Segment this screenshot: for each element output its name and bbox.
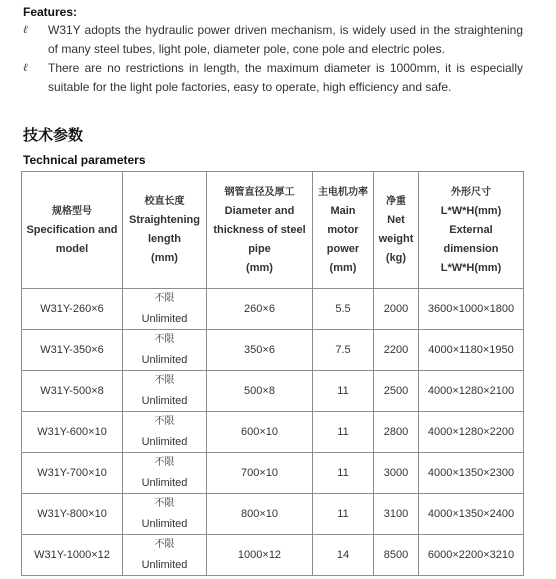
cell-length-en: Unlimited <box>141 518 188 530</box>
cell-length <box>123 330 207 371</box>
header-en-line: power <box>326 242 360 255</box>
header-en-line: thickness of steel <box>213 223 306 236</box>
cell-length <box>123 494 207 535</box>
cell-model: W31Y-700×10 <box>22 453 123 494</box>
cell-length <box>123 453 207 494</box>
header-en-line: Straightening <box>129 214 200 226</box>
header-diameter <box>207 172 313 289</box>
cell-dimension: 3600×1000×1800 <box>419 289 524 330</box>
header-en-line: L*W*H(mm) <box>440 204 502 217</box>
cell-model: W31Y-800×10 <box>22 494 123 535</box>
table-row <box>22 289 524 330</box>
cell-weight: 8500 <box>374 535 419 576</box>
cell-model: W31Y-1000×12 <box>22 535 123 576</box>
technical-parameters-table <box>21 171 524 576</box>
header-en-line: model <box>55 242 89 255</box>
cell-power: 11 <box>313 494 374 535</box>
header-en-line: Specification and <box>26 223 118 236</box>
cell-weight: 2000 <box>374 289 419 330</box>
cell-power: 5.5 <box>313 289 374 330</box>
cell-model: W31Y-600×10 <box>22 412 123 453</box>
cell-weight: 3100 <box>374 494 419 535</box>
cell-length-cn: 不限 <box>154 457 175 468</box>
cell-model: W31Y-500×8 <box>22 371 123 412</box>
cell-length-cn: 不限 <box>154 334 175 345</box>
header-en-line: (kg) <box>385 252 407 264</box>
header-power <box>313 172 374 289</box>
cell-diameter: 260×6 <box>207 289 313 330</box>
cell-power: 11 <box>313 453 374 494</box>
features-title: Features: <box>23 5 78 19</box>
cell-length-en: Unlimited <box>141 436 188 448</box>
cell-diameter: 700×10 <box>207 453 313 494</box>
table-row <box>22 453 524 494</box>
cell-dimension: 4000×1280×2200 <box>419 412 524 453</box>
cell-length-cn: 不限 <box>154 375 175 386</box>
cell-power: 11 <box>313 412 374 453</box>
header-en-line: Net <box>387 214 405 226</box>
header-specification <box>22 172 123 289</box>
cell-length-en: Unlimited <box>141 354 188 366</box>
cell-length-en: Unlimited <box>141 477 188 489</box>
header-dimension <box>419 172 524 289</box>
bullet-icon: ℓ <box>23 61 28 74</box>
feature-item <box>23 21 523 58</box>
table-row <box>22 371 524 412</box>
header-en-line: (mm) <box>246 261 273 274</box>
header-en-line: weight <box>378 233 414 245</box>
header-en-line: pipe <box>248 242 271 255</box>
header-en-line: motor <box>327 223 359 236</box>
cell-length <box>123 412 207 453</box>
cell-length <box>123 371 207 412</box>
cell-diameter: 350×6 <box>207 330 313 371</box>
cell-dimension: 4000×1180×1950 <box>419 330 524 371</box>
header-en-line: (mm) <box>329 261 357 274</box>
header-en-line: L*W*H(mm) <box>440 261 502 274</box>
cell-dimension: 4000×1350×2300 <box>419 453 524 494</box>
section-title-en: Technical parameters <box>23 153 146 167</box>
header-cn: 钢管直径及厚工 <box>224 186 295 198</box>
cell-length-en: Unlimited <box>141 559 188 571</box>
header-en-line: Main <box>330 204 356 217</box>
header-cn: 校直长度 <box>144 196 185 207</box>
cell-length <box>123 535 207 576</box>
header-en-line: Diameter and <box>224 204 295 217</box>
cell-power: 7.5 <box>313 330 374 371</box>
cell-diameter: 1000×12 <box>207 535 313 576</box>
feature-text: There are no restrictions in length, the maximum diameter is 1000mm, it is especially suitable for the light pole factories, easy to operate, high efficiency and safe. <box>48 61 523 94</box>
bullet-icon: ℓ <box>23 23 28 36</box>
header-en-line: (mm) <box>151 252 178 264</box>
cell-dimension: 4000×1350×2400 <box>419 494 524 535</box>
cell-dimension: 6000×2200×3210 <box>419 535 524 576</box>
cell-length-cn: 不限 <box>154 498 175 509</box>
cell-length-cn: 不限 <box>154 293 175 304</box>
cell-length-en: Unlimited <box>141 395 188 407</box>
cell-power: 11 <box>313 371 374 412</box>
cell-dimension: 4000×1280×2100 <box>419 371 524 412</box>
cell-diameter: 800×10 <box>207 494 313 535</box>
cell-model: W31Y-260×6 <box>22 289 123 330</box>
feature-text: W31Y adopts the hydraulic power driven mechanism, is widely used in the straightening of many steel tubes, light pole, diameter pole, cone pole and electric poles. <box>48 23 523 56</box>
header-en-line: length <box>148 233 181 245</box>
feature-item <box>23 59 523 96</box>
cell-power: 14 <box>313 535 374 576</box>
header-en-line: dimension <box>443 242 499 255</box>
header-cn: 外形尺寸 <box>451 186 491 198</box>
section-title-cn: 技术参数 <box>23 127 84 144</box>
cell-length-en: Unlimited <box>141 313 188 325</box>
cell-diameter: 600×10 <box>207 412 313 453</box>
header-weight <box>374 172 419 289</box>
cell-length <box>123 289 207 330</box>
cell-weight: 2800 <box>374 412 419 453</box>
header-en-line: External <box>449 223 493 236</box>
cell-model: W31Y-350×6 <box>22 330 123 371</box>
table-row <box>22 535 524 576</box>
table-header-row <box>22 172 524 289</box>
header-cn: 规格型号 <box>52 205 92 217</box>
cell-diameter: 500×8 <box>207 371 313 412</box>
table-row <box>22 494 524 535</box>
cell-weight: 3000 <box>374 453 419 494</box>
header-length <box>123 172 207 289</box>
cell-weight: 2500 <box>374 371 419 412</box>
cell-length-cn: 不限 <box>154 539 175 550</box>
table-row <box>22 330 524 371</box>
cell-length-cn: 不限 <box>154 416 175 427</box>
cell-weight: 2200 <box>374 330 419 371</box>
table-row <box>22 412 524 453</box>
header-cn: 净重 <box>386 196 406 207</box>
header-cn: 主电机功率 <box>318 186 368 198</box>
